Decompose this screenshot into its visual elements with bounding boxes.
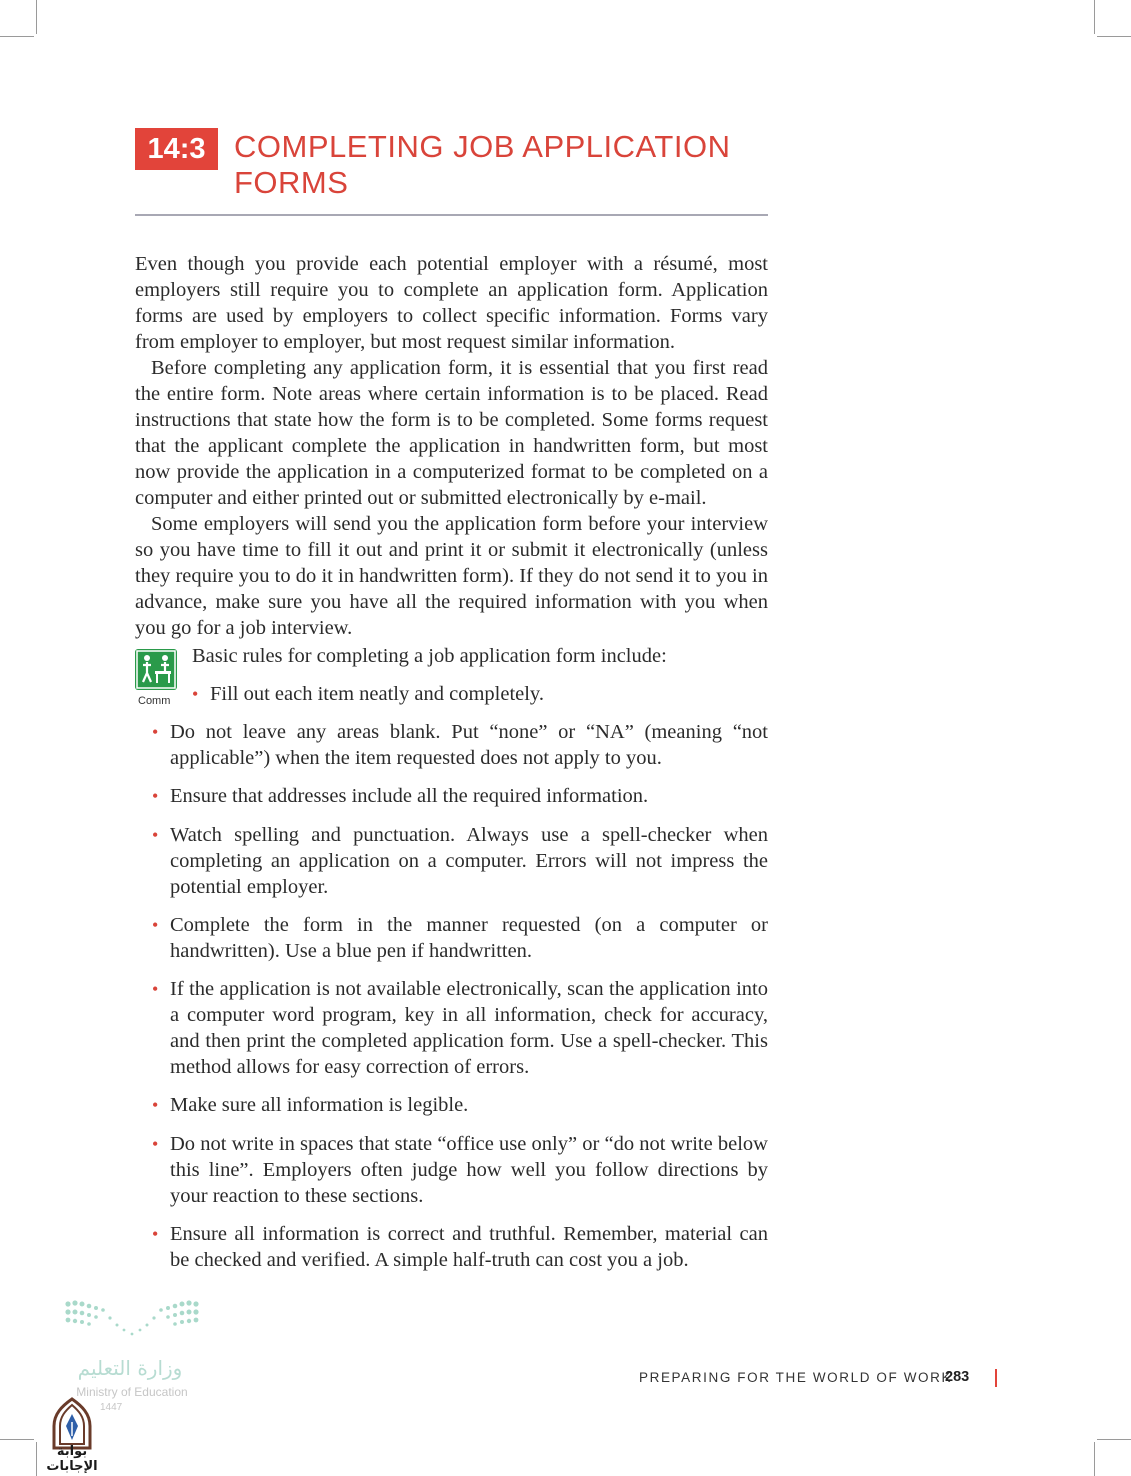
- bullet-icon: •: [152, 1224, 159, 1244]
- ministry-name-english: Ministry of Education: [76, 1385, 188, 1399]
- bullet-icon: •: [152, 825, 159, 845]
- paragraph: Before completing any application form, it is essential that you first read the entire form. Note areas where certain information is to be placed. Read instructions that state how the form is to be completed. Some forms request that the applicant complete the application in handwritten form, but most now provide the application in a computerized format to be completed on a computer and either printed out or submitted electronically by e-mail.: [135, 357, 768, 509]
- intro-text: [135, 251, 768, 641]
- list-item: [152, 719, 768, 771]
- list-item: [152, 912, 768, 964]
- crop-mark: [1097, 36, 1131, 37]
- portal-name: بوابة الإجابات: [46, 1444, 98, 1474]
- paragraph: Some employers will send you the application form before your interview so you have time to fill it out and print it or submit it electronically (unless they require you to do it in handwritten form). If they do not send it to you in advance, make sure you have all the required information with you when you go for a job interview.: [135, 513, 768, 639]
- rules-intro: Basic rules for completing a job application form include:: [192, 645, 667, 667]
- list-item: [192, 681, 770, 707]
- bullet-icon: •: [152, 979, 159, 999]
- bullet-icon: •: [152, 915, 159, 935]
- list-item: [152, 783, 768, 809]
- list-item: [152, 976, 768, 1080]
- list-item-text: Do not leave any areas blank. Put “none” or “NA” (meaning “not applicable”) when the item requested does not apply to you.: [170, 721, 768, 769]
- ministry-year: 1447: [100, 1402, 123, 1413]
- list-item: [152, 822, 768, 900]
- footer-accent-bar: [995, 1369, 997, 1387]
- crop-mark: [1094, 1442, 1095, 1476]
- crop-mark: [1097, 1439, 1131, 1440]
- section-number-badge: 14:3: [135, 128, 218, 170]
- title-divider: [135, 214, 768, 216]
- list-item: [152, 1221, 768, 1273]
- bullet-icon: •: [152, 722, 159, 742]
- running-footer-title: PREPARING FOR THE WORLD OF WORK: [639, 1370, 953, 1385]
- communication-icon: [135, 649, 177, 690]
- crop-mark: [0, 1439, 34, 1440]
- list-item-text: Fill out each item neatly and completely.: [210, 683, 544, 705]
- list-item-text: Ensure that addresses include all the required information.: [170, 785, 649, 807]
- bullet-icon: •: [152, 1095, 159, 1115]
- bullet-icon: •: [192, 684, 199, 704]
- comm-label: Comm: [138, 695, 171, 707]
- crop-mark: [1094, 0, 1095, 34]
- list-item-text: If the application is not available electronically, scan the application into a computer word program, key in all information, check for accuracy, and then print the completed application form. Use a spell-checker. This method allows for easy correction of errors.: [170, 978, 768, 1078]
- ministry-name-arabic: وزارة التعليم: [77, 1356, 183, 1380]
- ministry-logo-icon: [62, 1298, 202, 1338]
- section-title: COMPLETING JOB APPLICATION FORMS: [234, 129, 731, 200]
- bullet-icon: •: [152, 786, 159, 806]
- crop-mark: [36, 0, 37, 34]
- crop-mark: [0, 36, 34, 37]
- list-item-text: Ensure all information is correct and truthful. Remember, material can be checked and verified. A simple half-truth can cost you a job.: [170, 1223, 768, 1271]
- list-item-text: Complete the form in the manner requested (on a computer or handwritten). Use a blue pen if handwritten.: [170, 914, 768, 962]
- list-item-text: Do not write in spaces that state “office use only” or “do not write below this line”. Employers often judge how well you follow directions by your reaction to these sections.: [170, 1133, 768, 1207]
- list-item-text: Make sure all information is legible.: [170, 1094, 469, 1116]
- list-item: [152, 1131, 768, 1209]
- list-item-text: Watch spelling and punctuation. Always use a spell-checker when completing an application on a computer. Errors will not impress the potential employer.: [170, 824, 768, 898]
- paragraph: Even though you provide each potential employer with a résumé, most employers still require you to complete an application form. Application forms are used by employers to collect specific information. Forms vary from employer to employer, but most request similar information.: [135, 253, 768, 353]
- page-number: 283: [945, 1369, 970, 1385]
- bullet-icon: •: [152, 1134, 159, 1154]
- list-item: [152, 1092, 768, 1118]
